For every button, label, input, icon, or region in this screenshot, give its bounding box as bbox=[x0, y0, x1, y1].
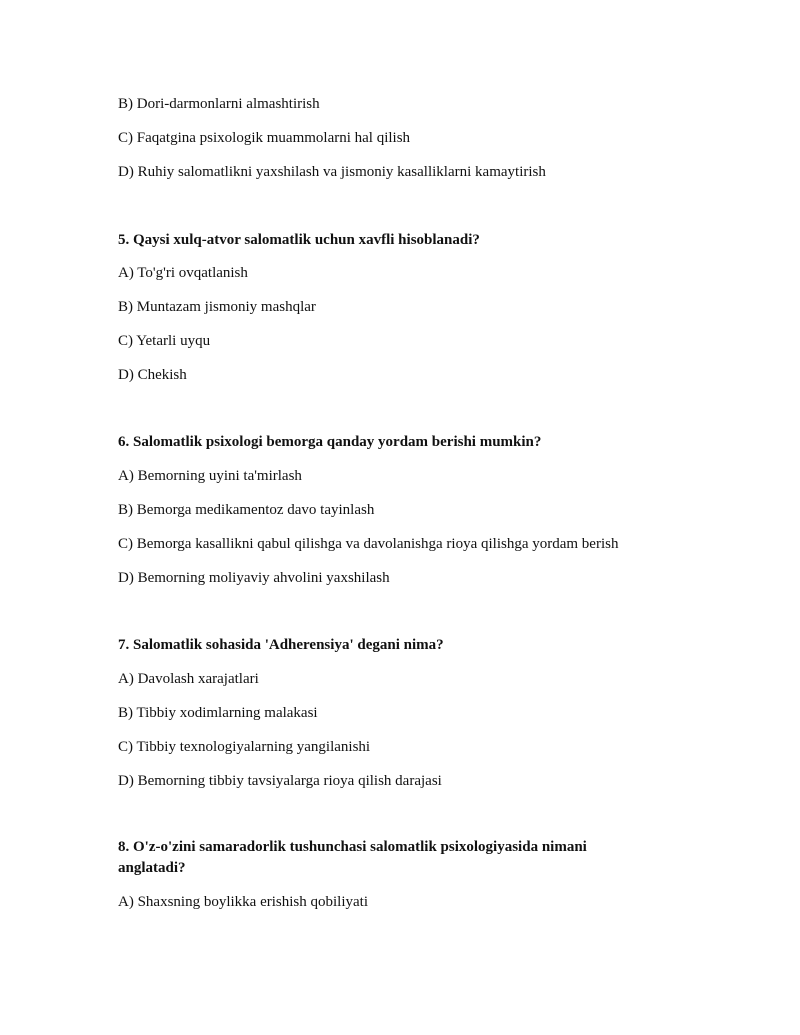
question-5-option-a: A) To'g'ri ovqatlanish bbox=[118, 265, 248, 281]
option-b: B) Dori-darmonlarni almashtirish bbox=[118, 96, 320, 112]
question-7-option-d: D) Bemorning tibbiy tavsiyalarga rioya qilish darajasi bbox=[118, 773, 442, 789]
question-5-option-c: C) Yetarli uyqu bbox=[118, 333, 211, 349]
option-d: D) Ruhiy salomatlikni yaxshilash va jismoniy kasalliklarni kamaytirish bbox=[118, 164, 546, 180]
question-8-option-a: A) Shaxsning boylikka erishish qobiliyati bbox=[118, 894, 368, 910]
question-8-title-line-2: anglatadi? bbox=[118, 860, 186, 876]
question-7-title: 7. Salomatlik sohasida 'Adherensiya' degani nima? bbox=[118, 637, 444, 653]
question-6-title: 6. Salomatlik psixologi bemorga qanday yordam berishi mumkin? bbox=[118, 434, 542, 450]
question-5-title: 5. Qaysi xulq-atvor salomatlik uchun xavfli hisoblanadi? bbox=[118, 232, 480, 248]
question-6-option-a: A) Bemorning uyini ta'mirlash bbox=[118, 468, 302, 484]
question-6-option-c: C) Bemorga kasallikni qabul qilishga va davolanishga rioya qilishga yordam berish bbox=[118, 536, 619, 552]
question-6-option-d: D) Bemorning moliyaviy ahvolini yaxshilash bbox=[118, 570, 390, 586]
question-6-option-b: B) Bemorga medikamentoz davo tayinlash bbox=[118, 502, 375, 518]
question-7-option-c: C) Tibbiy texnologiyalarning yangilanishi bbox=[118, 739, 371, 755]
question-5-option-b: B) Muntazam jismoniy mashqlar bbox=[118, 299, 316, 315]
question-7-option-b: B) Tibbiy xodimlarning malakasi bbox=[118, 705, 318, 721]
question-8-title-line-1: 8. O'z-o'zini samaradorlik tushunchasi salomatlik psixologiyasida nimani bbox=[118, 839, 587, 855]
option-c: C) Faqatgina psixologik muammolarni hal qilish bbox=[118, 130, 411, 146]
question-7-option-a: A) Davolash xarajatlari bbox=[118, 671, 259, 687]
question-5-option-d: D) Chekish bbox=[118, 367, 187, 383]
